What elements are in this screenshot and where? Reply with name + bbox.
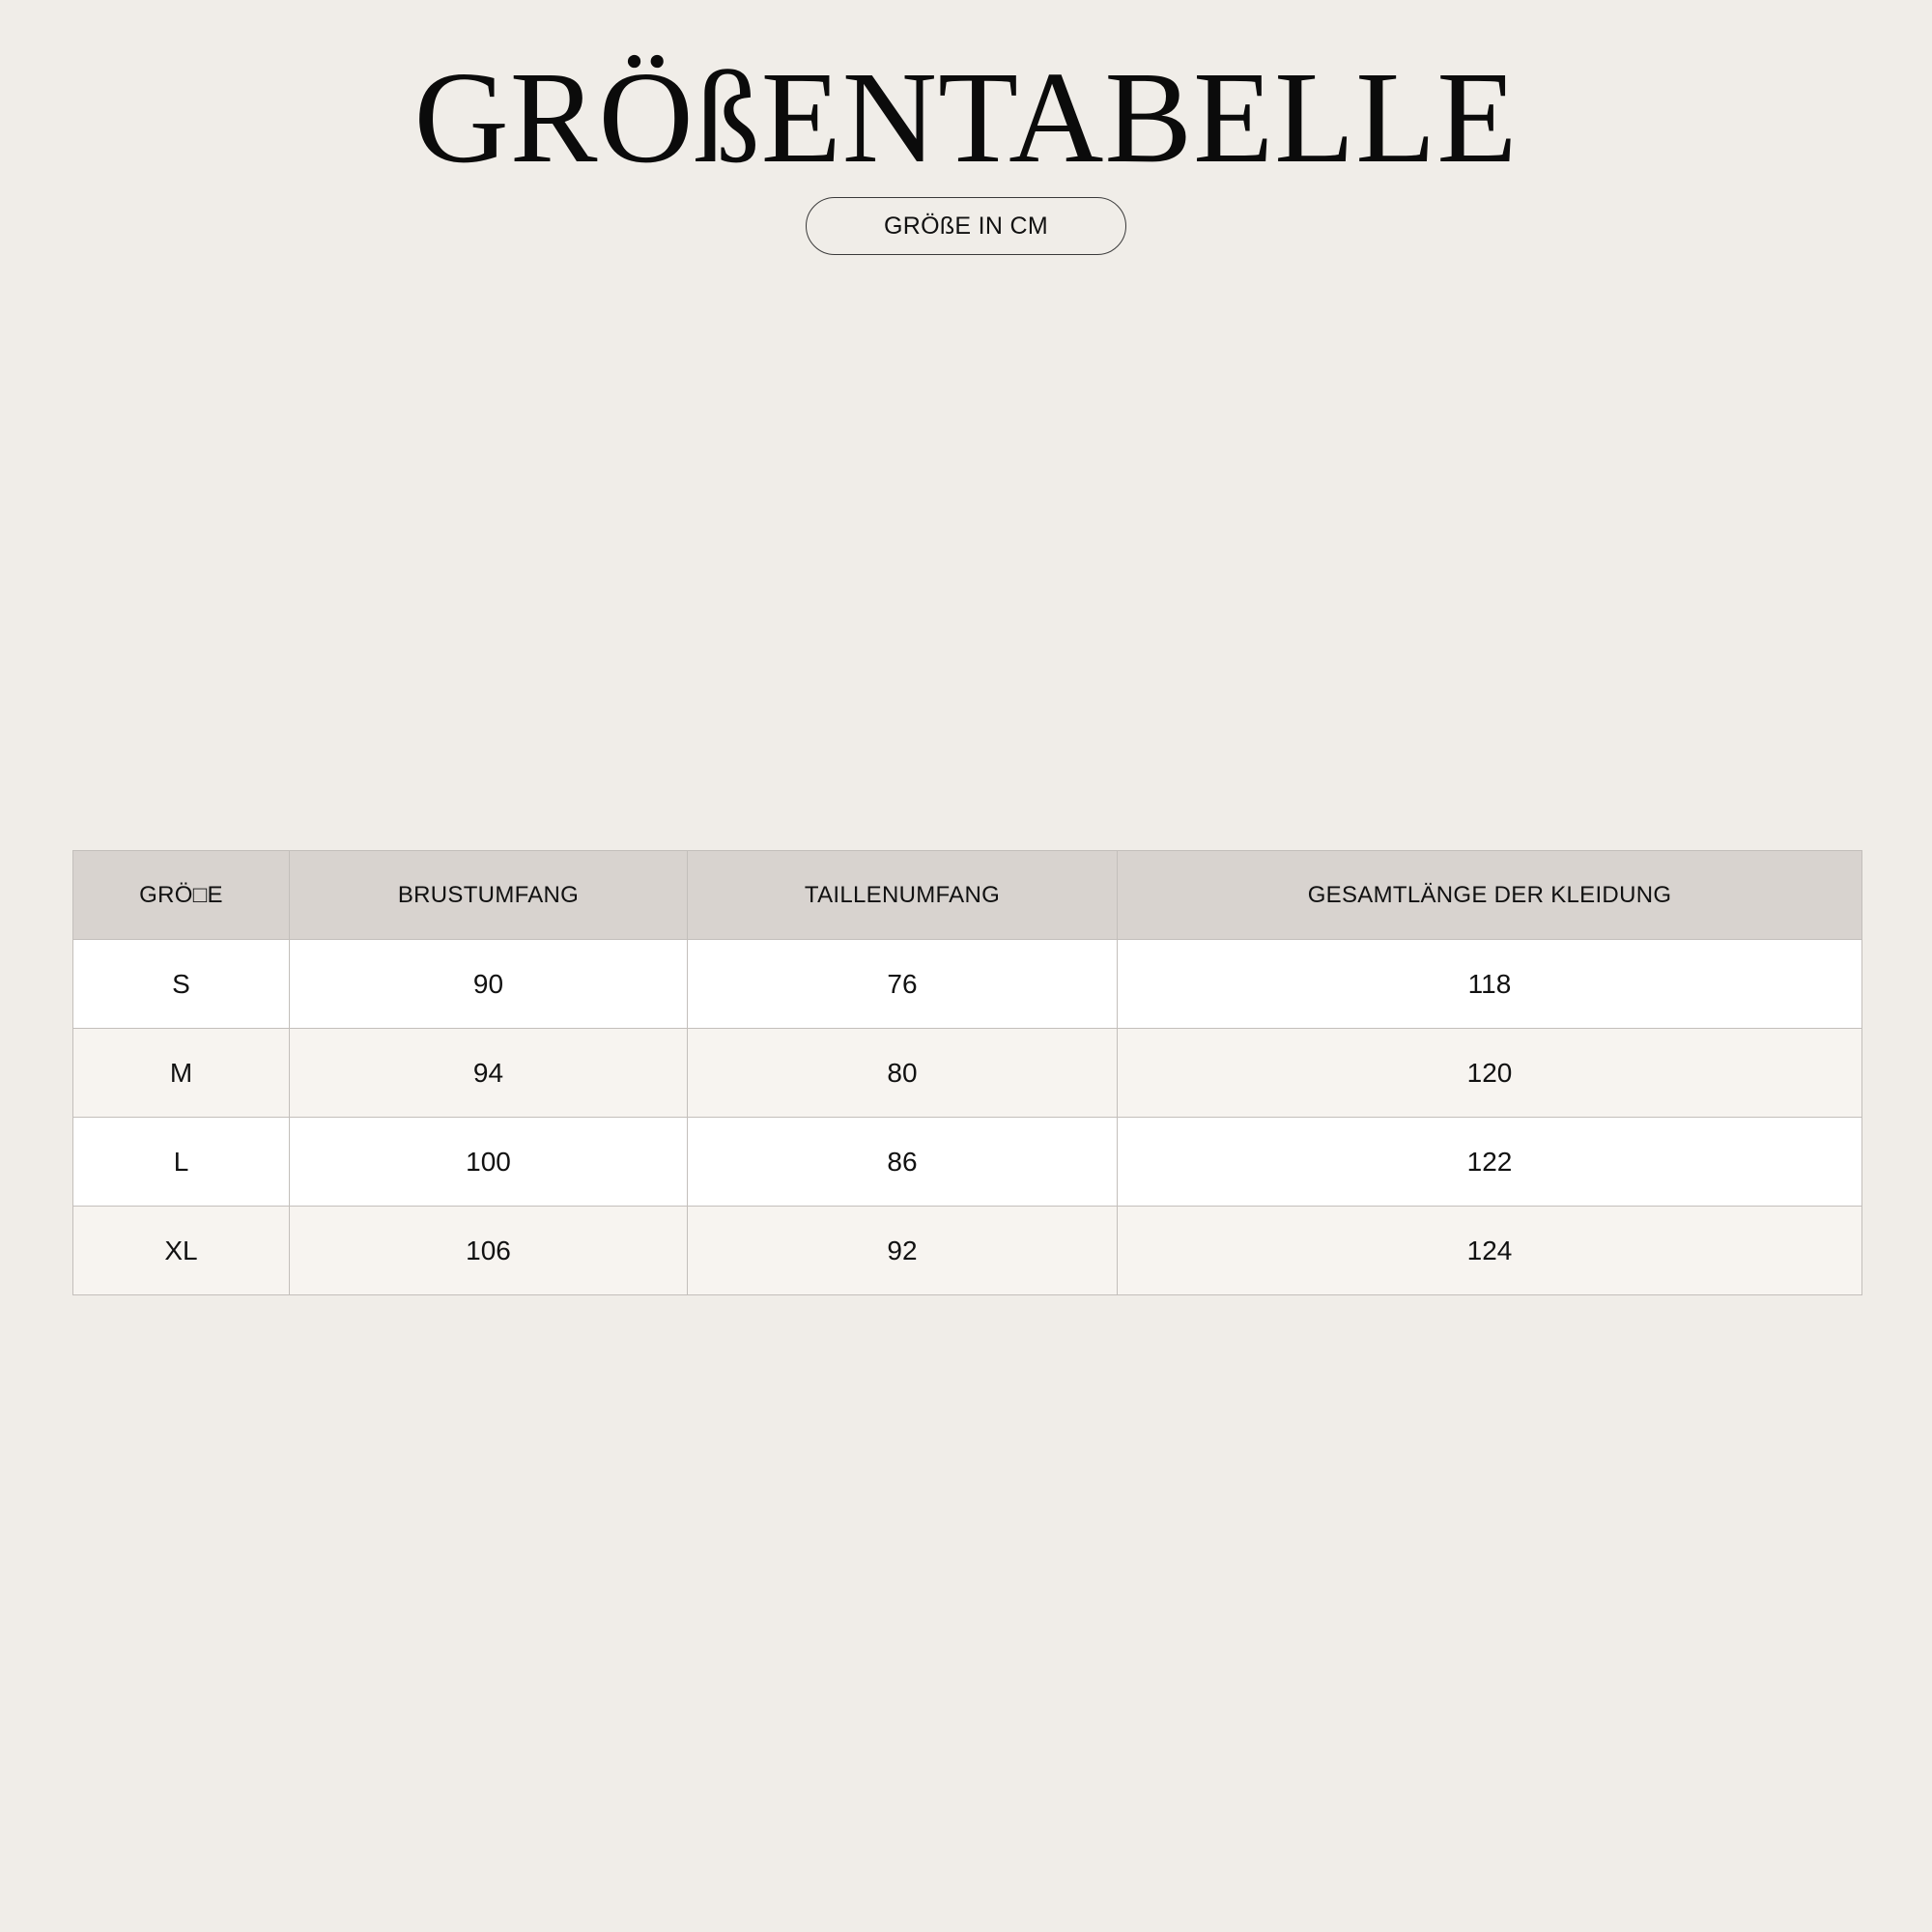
table-cell-chest: 100 bbox=[290, 1118, 688, 1207]
column-header-waist: TAILLENUMFANG bbox=[688, 851, 1118, 940]
column-header-length: GESAMTLÄNGE DER KLEIDUNG bbox=[1118, 851, 1862, 940]
table-row bbox=[73, 1118, 1862, 1207]
table-cell-size: M bbox=[73, 1029, 290, 1118]
table-cell-waist: 86 bbox=[688, 1118, 1118, 1207]
table-cell-waist: 92 bbox=[688, 1207, 1118, 1295]
size-table bbox=[72, 850, 1862, 1295]
column-header-chest: BRUSTUMFANG bbox=[290, 851, 688, 940]
table-header-row bbox=[73, 851, 1862, 940]
table-cell-length: 122 bbox=[1118, 1118, 1862, 1207]
table-cell-size: XL bbox=[73, 1207, 290, 1295]
table-cell-size: S bbox=[73, 940, 290, 1029]
table-row bbox=[73, 1207, 1862, 1295]
unit-badge bbox=[806, 197, 1126, 255]
table-cell-chest: 106 bbox=[290, 1207, 688, 1295]
table-cell-waist: 76 bbox=[688, 940, 1118, 1029]
table-cell-size: L bbox=[73, 1118, 290, 1207]
table-cell-waist: 80 bbox=[688, 1029, 1118, 1118]
table-cell-chest: 94 bbox=[290, 1029, 688, 1118]
table-row bbox=[73, 1029, 1862, 1118]
page-title: GRÖßENTABELLE bbox=[413, 45, 1519, 190]
table-cell-length: 118 bbox=[1118, 940, 1862, 1029]
unit-badge-label: GRÖßE IN CM bbox=[884, 212, 1048, 240]
table-cell-length: 124 bbox=[1118, 1207, 1862, 1295]
table-cell-length: 120 bbox=[1118, 1029, 1862, 1118]
table-cell-chest: 90 bbox=[290, 940, 688, 1029]
column-header-size: GRÖ□E bbox=[73, 851, 290, 940]
table-row bbox=[73, 940, 1862, 1029]
